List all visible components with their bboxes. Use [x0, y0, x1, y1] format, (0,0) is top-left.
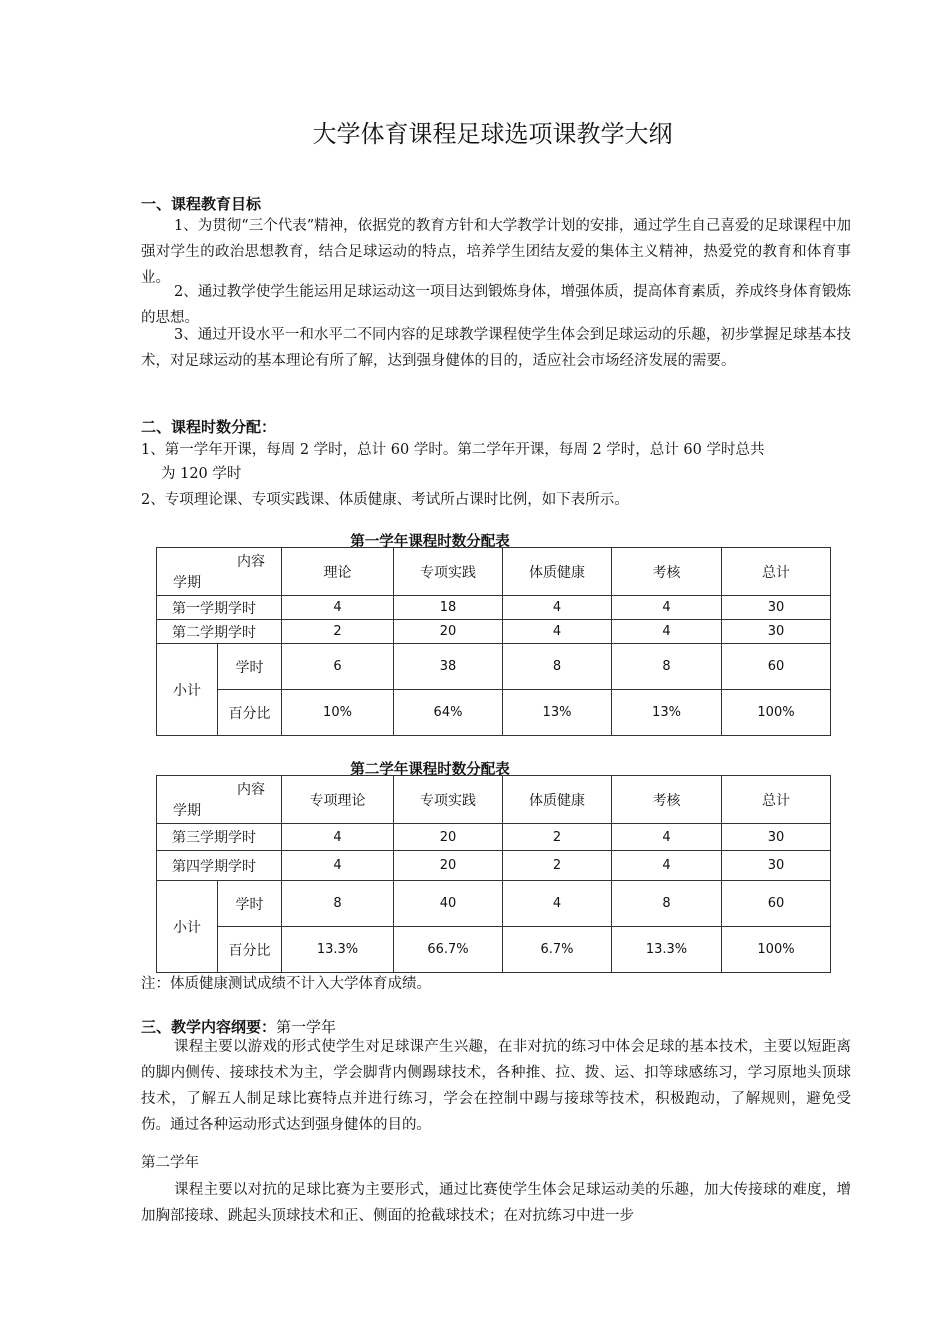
table-cell: 40: [394, 881, 503, 927]
table-cell: 60: [722, 644, 831, 690]
table-row: [157, 881, 831, 927]
column-header: 专项理论: [282, 776, 394, 824]
table-cell: 8: [612, 644, 722, 690]
column-header: 考核: [612, 776, 722, 824]
table-cell: 8: [612, 881, 722, 927]
section3-heading-text: 三、教学内容纲要：: [141, 1018, 277, 1036]
table-cell: 6: [282, 644, 394, 690]
table-cell: 60: [722, 881, 831, 927]
subtotal-label: 小计: [157, 644, 218, 736]
table-row: [157, 690, 831, 736]
section2-list: [141, 438, 851, 512]
table-cell: 20: [394, 620, 503, 644]
table-cell: 30: [722, 596, 831, 620]
table-cell: 30: [722, 851, 831, 881]
table-cell: 13.3%: [282, 927, 394, 973]
table-cell: 4: [503, 620, 612, 644]
row-label: 第二学期学时: [157, 620, 282, 644]
section3-heading-sub: 第一学年: [276, 1018, 337, 1036]
table-cell: 10%: [282, 690, 394, 736]
section3-paragraph: 课程主要以游戏的形式使学生对足球课产生兴趣，在非对抗的练习中体会足球的基本技术，主要以短距离的脚内侧传、接球技术为主，学会脚背内侧踢球技术，各种推、拉、拨、运、扣等球感练习，学习原地头顶球技术，了解五人制足球比赛特点并进行练习，学会在控制中踢与接球等技术，积极跑动，了解规则，避免受伤。通过各种运动形式达到强身健体的目的。: [141, 1039, 851, 1133]
section1-paragraph: 1、为贯彻“三个代表”精神，依据党的教育方针和大学教学计划的安排，通过学生自己喜爱的足球课程中加强对学生的政治思想教育，结合足球运动的特点，培养学生团结友爱的集体主义精神，热爱党的教育和体育事业。: [141, 218, 851, 286]
corner-label-content: 内容: [237, 554, 265, 570]
table-cell: 20: [394, 851, 503, 881]
table-cell: 66.7%: [394, 927, 503, 973]
list-item-continuation: 为 120 学时: [161, 466, 242, 482]
section3-paragraph: 课程主要以对抗的足球比赛为主要形式，通过比赛使学生体会足球运动美的乐趣，加大传接球的难度，增加胸部接球、跳起头顶球技术和正、侧面的抢截球技术；在对抗练习中进一步: [141, 1182, 851, 1224]
table-cell: 20: [394, 824, 503, 851]
section2-heading: 二、课程时数分配：: [141, 418, 277, 436]
table-row: [157, 824, 831, 851]
table-cell: 30: [722, 824, 831, 851]
column-header: 考核: [612, 548, 722, 596]
table-cell: 2: [503, 851, 612, 881]
table-cell: 18: [394, 596, 503, 620]
table2: [156, 775, 831, 973]
column-header: 总计: [722, 548, 831, 596]
table-cell: 13%: [612, 690, 722, 736]
table-row: [157, 851, 831, 881]
table-cell: 100%: [722, 690, 831, 736]
table-cell: 4: [612, 596, 722, 620]
table1: [156, 547, 831, 736]
table-cell: 13%: [503, 690, 612, 736]
table-note: 注：体质健康测试成绩不计入大学体育成绩。: [141, 976, 431, 992]
table-cell: 4: [612, 824, 722, 851]
table-cell: 38: [394, 644, 503, 690]
table-row: [157, 927, 831, 973]
table-row: [157, 596, 831, 620]
table-cell: 4: [503, 596, 612, 620]
table-cell: 2: [282, 620, 394, 644]
table-cell: 8: [503, 644, 612, 690]
table-cell: 6.7%: [503, 927, 612, 973]
row-label: 学时: [218, 881, 282, 927]
row-label: 百分比: [218, 690, 282, 736]
table-row: [157, 644, 831, 690]
table-cell: 4: [503, 881, 612, 927]
table1-caption: 第一学年课程时数分配表: [350, 534, 510, 550]
row-label: 第一学期学时: [157, 596, 282, 620]
list-item: 1、第一学年开课，每周 2 学时，总计 60 学时。第二学年开课，每周 2 学时，总计 60 学时总共: [141, 442, 765, 458]
table-cell: 4: [282, 824, 394, 851]
table-cell: 64%: [394, 690, 503, 736]
corner-label-content: 内容: [237, 782, 265, 798]
row-label: 学时: [218, 644, 282, 690]
column-header: 专项实践: [394, 776, 503, 824]
table-cell: 13.3%: [612, 927, 722, 973]
table-cell: 4: [612, 851, 722, 881]
list-item: 2、专项理论课、专项实践课、体质健康、考试所占课时比例，如下表所示。: [141, 492, 629, 508]
corner-label-term: 学期: [173, 803, 201, 819]
table-cell: 4: [282, 851, 394, 881]
section1-heading: 一、课程教育目标: [141, 195, 262, 213]
table2-caption: 第二学年课程时数分配表: [350, 762, 510, 778]
table-cell: 30: [722, 620, 831, 644]
row-label: 第三学期学时: [157, 824, 282, 851]
section1-paragraph: 3、通过开设水平一和水平二不同内容的足球教学课程使学生体会到足球运动的乐趣，初步掌握足球基本技术，对足球运动的基本理论有所了解，达到强身健体的目的，适应社会市场经济发展的需要。: [141, 327, 851, 369]
column-header: 体质健康: [503, 548, 612, 596]
table-cell: 2: [503, 824, 612, 851]
table-cell: 8: [282, 881, 394, 927]
section1-paragraph: 2、通过教学使学生能运用足球运动这一项目达到锻炼身体，增强体质，提高体育素质，养成终身体育锻炼的思想。: [141, 284, 851, 326]
table-corner-cell: [157, 776, 282, 824]
column-header: 理论: [282, 548, 394, 596]
row-label: 百分比: [218, 927, 282, 973]
year2-heading: 第二学年: [141, 1155, 199, 1171]
table-cell: 100%: [722, 927, 831, 973]
column-header: 体质健康: [503, 776, 612, 824]
table-row: [157, 620, 831, 644]
column-header: 总计: [722, 776, 831, 824]
page-title: 大学体育课程足球选项课教学大纲: [312, 120, 673, 148]
corner-label-term: 学期: [173, 575, 201, 591]
table-cell: 4: [282, 596, 394, 620]
table-corner-cell: [157, 548, 282, 596]
row-label: 第四学期学时: [157, 851, 282, 881]
table-cell: 4: [612, 620, 722, 644]
subtotal-label: 小计: [157, 881, 218, 973]
column-header: 专项实践: [394, 548, 503, 596]
